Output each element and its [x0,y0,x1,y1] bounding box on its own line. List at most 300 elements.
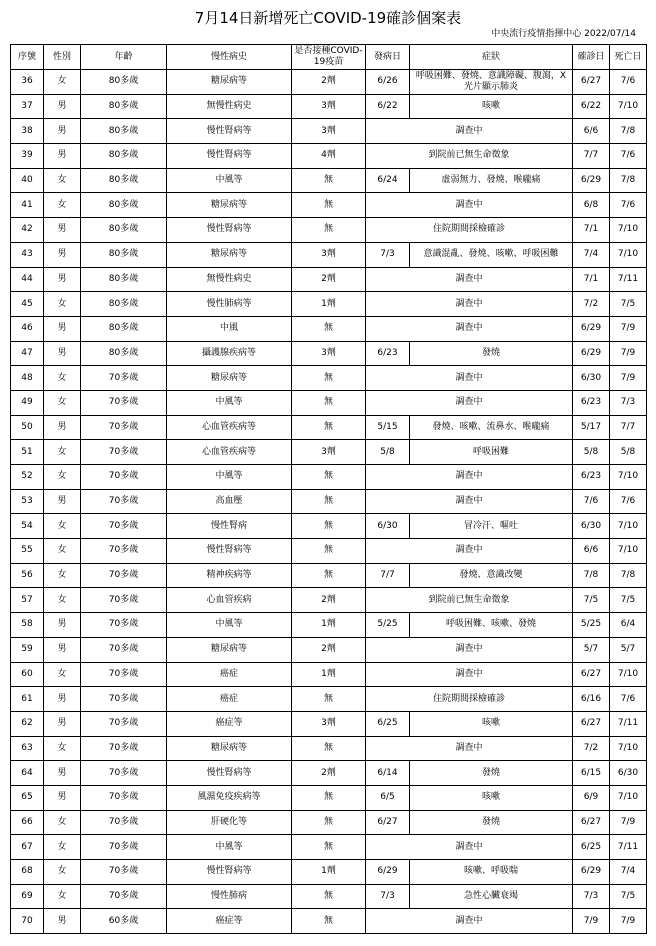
confirmed-date-cell: 6/27 [573,711,610,736]
serial-cell: 37 [11,94,44,119]
serial-cell: 42 [11,218,44,243]
symptoms-cell: 冒冷汗、嘔吐 [410,514,573,539]
table-row [11,736,647,761]
chronic-history-cell: 癌症 [167,687,292,712]
chronic-history-cell: 無慢性病史 [167,267,292,292]
sex-cell: 女 [44,835,81,860]
header-serial: 序號 [11,45,44,70]
symptoms-cell: 調查中 [366,736,573,761]
serial-cell: 36 [11,70,44,95]
vaccination-cell: 2劑 [292,637,366,662]
vaccination-cell: 無 [292,909,366,934]
chronic-history-cell: 中風 [167,316,292,341]
sex-cell: 男 [44,267,81,292]
table-row [11,785,647,810]
case-table [10,44,647,934]
symptoms-cell: 咳嗽 [410,94,573,119]
chronic-history-cell: 糖尿病等 [167,736,292,761]
vaccination-cell: 1劑 [292,613,366,638]
death-date-cell: 7/9 [610,810,647,835]
symptoms-cell: 呼吸困難、咳嗽、發燒 [410,613,573,638]
confirmed-date-cell: 6/30 [573,366,610,391]
serial-cell: 41 [11,193,44,218]
symptoms-cell: 調查中 [366,489,573,514]
serial-cell: 70 [11,909,44,934]
sex-cell: 女 [44,366,81,391]
serial-cell: 65 [11,785,44,810]
chronic-history-cell: 中風等 [167,613,292,638]
table-row [11,94,647,119]
table-row [11,316,647,341]
serial-cell: 61 [11,687,44,712]
table-row [11,835,647,860]
onset-date-cell: 7/3 [366,884,410,909]
sex-cell: 女 [44,70,81,95]
confirmed-date-cell: 6/29 [573,168,610,193]
symptoms-cell: 調查中 [366,539,573,564]
table-body [11,70,647,934]
onset-date-cell: 6/30 [366,514,410,539]
confirmed-date-cell: 6/22 [573,94,610,119]
confirmed-date-cell: 6/27 [573,810,610,835]
symptoms-cell: 發燒、咳嗽、流鼻水、喉嚨痛 [410,415,573,440]
death-date-cell: 7/10 [610,218,647,243]
chronic-history-cell: 心血管疾病 [167,588,292,613]
serial-cell: 56 [11,563,44,588]
table-row [11,662,647,687]
death-date-cell: 7/9 [610,366,647,391]
table-row [11,539,647,564]
chronic-history-cell: 中風等 [167,835,292,860]
confirmed-date-cell: 5/17 [573,415,610,440]
age-cell: 80多歲 [81,94,167,119]
sex-cell: 女 [44,168,81,193]
death-date-cell: 6/4 [610,613,647,638]
sex-cell: 男 [44,341,81,366]
serial-cell: 49 [11,390,44,415]
table-row [11,761,647,786]
header-onset-date: 發病日 [366,45,410,70]
confirmed-date-cell: 5/8 [573,440,610,465]
age-cell: 80多歲 [81,144,167,169]
symptoms-cell: 調查中 [366,637,573,662]
vaccination-cell: 無 [292,514,366,539]
sex-cell: 女 [44,662,81,687]
serial-cell: 40 [11,168,44,193]
serial-cell: 53 [11,489,44,514]
chronic-history-cell: 癌症等 [167,711,292,736]
age-cell: 80多歲 [81,341,167,366]
chronic-history-cell: 慢性腎病等 [167,860,292,885]
age-cell: 70多歲 [81,563,167,588]
symptoms-cell: 調查中 [366,909,573,934]
sex-cell: 女 [44,563,81,588]
header-sex: 性別 [44,45,81,70]
age-cell: 80多歲 [81,119,167,144]
confirmed-date-cell: 7/1 [573,218,610,243]
onset-date-cell: 6/29 [366,860,410,885]
sex-cell: 男 [44,415,81,440]
table-row [11,711,647,736]
death-date-cell: 7/8 [610,119,647,144]
confirmed-date-cell: 6/6 [573,119,610,144]
onset-date-cell: 7/7 [366,563,410,588]
confirmed-date-cell: 7/3 [573,884,610,909]
death-date-cell: 7/6 [610,193,647,218]
sex-cell: 男 [44,909,81,934]
vaccination-cell: 3劑 [292,440,366,465]
death-date-cell: 7/5 [610,588,647,613]
sex-cell: 男 [44,637,81,662]
age-cell: 70多歲 [81,588,167,613]
sex-cell: 女 [44,514,81,539]
serial-cell: 39 [11,144,44,169]
vaccination-cell: 無 [292,316,366,341]
chronic-history-cell: 糖尿病等 [167,242,292,267]
page-title: 7月14日新增死亡COVID-19確診個案表 [194,9,462,27]
vaccination-cell: 無 [292,810,366,835]
serial-cell: 45 [11,292,44,317]
sex-cell: 男 [44,94,81,119]
table-row [11,242,647,267]
vaccination-cell: 無 [292,366,366,391]
chronic-history-cell: 心血管疾病等 [167,415,292,440]
chronic-history-cell: 高血壓 [167,489,292,514]
sex-cell: 男 [44,242,81,267]
symptoms-cell: 急性心臟衰竭 [410,884,573,909]
age-cell: 80多歲 [81,218,167,243]
table-row [11,637,647,662]
serial-cell: 67 [11,835,44,860]
onset-date-cell: 6/25 [366,711,410,736]
age-cell: 70多歲 [81,761,167,786]
table-row [11,218,647,243]
vaccination-cell: 1劑 [292,292,366,317]
sex-cell: 男 [44,761,81,786]
death-date-cell: 7/9 [610,909,647,934]
symptoms-cell: 調查中 [366,390,573,415]
chronic-history-cell: 慢性腎病 [167,514,292,539]
table-row [11,292,647,317]
chronic-history-cell: 慢性腎病等 [167,144,292,169]
symptoms-cell: 調查中 [366,316,573,341]
serial-cell: 43 [11,242,44,267]
age-cell: 80多歲 [81,242,167,267]
confirmed-date-cell: 7/6 [573,489,610,514]
symptoms-cell: 調查中 [366,119,573,144]
serial-cell: 60 [11,662,44,687]
chronic-history-cell: 糖尿病等 [167,637,292,662]
serial-cell: 62 [11,711,44,736]
vaccination-cell: 無 [292,687,366,712]
confirmed-date-cell: 6/8 [573,193,610,218]
onset-date-cell: 6/24 [366,168,410,193]
death-date-cell: 7/10 [610,242,647,267]
sex-cell: 男 [44,119,81,144]
death-date-cell: 7/9 [610,316,647,341]
symptoms-cell: 到院前已無生命徵象 [366,144,573,169]
confirmed-date-cell: 5/25 [573,613,610,638]
age-cell: 70多歲 [81,514,167,539]
confirmed-date-cell: 7/5 [573,588,610,613]
vaccination-cell: 無 [292,390,366,415]
symptoms-cell: 發燒 [410,761,573,786]
header-chronic-history: 慢性病史 [167,45,292,70]
death-date-cell: 7/4 [610,860,647,885]
age-cell: 80多歲 [81,292,167,317]
confirmed-date-cell: 6/25 [573,835,610,860]
sex-cell: 女 [44,860,81,885]
symptoms-cell: 調查中 [366,835,573,860]
sex-cell: 女 [44,588,81,613]
confirmed-date-cell: 6/29 [573,860,610,885]
confirmed-date-cell: 5/7 [573,637,610,662]
table-header-row [11,45,647,70]
age-cell: 80多歲 [81,70,167,95]
chronic-history-cell: 癌症 [167,662,292,687]
death-date-cell: 7/10 [610,785,647,810]
symptoms-cell: 發燒、意識改變 [410,563,573,588]
chronic-history-cell: 中風等 [167,168,292,193]
table-row [11,884,647,909]
table-row [11,687,647,712]
sex-cell: 女 [44,292,81,317]
age-cell: 80多歲 [81,193,167,218]
symptoms-cell: 意識混亂、發燒、咳嗽、呼吸困難 [410,242,573,267]
age-cell: 80多歲 [81,316,167,341]
chronic-history-cell: 慢性腎病等 [167,119,292,144]
death-date-cell: 7/9 [610,341,647,366]
age-cell: 70多歲 [81,810,167,835]
symptoms-cell: 發燒 [410,341,573,366]
age-cell: 70多歲 [81,835,167,860]
chronic-history-cell: 精神疾病等 [167,563,292,588]
death-date-cell: 5/8 [610,440,647,465]
sex-cell: 女 [44,465,81,490]
chronic-history-cell: 糖尿病等 [167,193,292,218]
death-date-cell: 7/6 [610,144,647,169]
confirmed-date-cell: 6/16 [573,687,610,712]
chronic-history-cell: 無慢性病史 [167,94,292,119]
sex-cell: 男 [44,316,81,341]
death-date-cell: 5/7 [610,637,647,662]
death-date-cell: 7/8 [610,168,647,193]
confirmed-date-cell: 7/2 [573,292,610,317]
age-cell: 70多歲 [81,539,167,564]
table-row [11,860,647,885]
sex-cell: 女 [44,390,81,415]
onset-date-cell: 6/26 [366,70,410,95]
vaccination-cell: 無 [292,218,366,243]
onset-date-cell: 6/5 [366,785,410,810]
chronic-history-cell: 心血管疾病等 [167,440,292,465]
death-date-cell: 7/10 [610,539,647,564]
death-date-cell: 7/7 [610,415,647,440]
death-date-cell: 7/10 [610,514,647,539]
table-row [11,366,647,391]
serial-cell: 38 [11,119,44,144]
confirmed-date-cell: 7/9 [573,909,610,934]
age-cell: 70多歲 [81,390,167,415]
table-row [11,810,647,835]
symptoms-cell: 發燒 [410,810,573,835]
age-cell: 70多歲 [81,489,167,514]
death-date-cell: 7/10 [610,465,647,490]
sex-cell: 男 [44,785,81,810]
onset-date-cell: 5/8 [366,440,410,465]
vaccination-cell: 2劑 [292,267,366,292]
sex-cell: 男 [44,144,81,169]
symptoms-cell: 調查中 [366,366,573,391]
confirmed-date-cell: 6/27 [573,662,610,687]
age-cell: 70多歲 [81,711,167,736]
chronic-history-cell: 慢性腎病等 [167,761,292,786]
header-confirmed-date: 確診日 [573,45,610,70]
death-date-cell: 7/8 [610,563,647,588]
header-death-date: 死亡日 [610,45,647,70]
sex-cell: 女 [44,736,81,761]
age-cell: 70多歲 [81,613,167,638]
age-cell: 70多歲 [81,465,167,490]
table-row [11,489,647,514]
age-cell: 80多歲 [81,267,167,292]
serial-cell: 52 [11,465,44,490]
vaccination-cell: 無 [292,884,366,909]
symptoms-cell: 咳嗽 [410,785,573,810]
serial-cell: 64 [11,761,44,786]
vaccination-cell: 無 [292,168,366,193]
sex-cell: 女 [44,539,81,564]
vaccination-cell: 無 [292,736,366,761]
table-row [11,168,647,193]
source-note: 中央流行疫情指揮中心 2022/07/14 [491,29,636,39]
age-cell: 80多歲 [81,168,167,193]
onset-date-cell: 5/25 [366,613,410,638]
vaccination-cell: 4劑 [292,144,366,169]
death-date-cell: 7/6 [610,489,647,514]
table-row [11,588,647,613]
age-cell: 70多歲 [81,687,167,712]
death-date-cell: 7/10 [610,736,647,761]
age-cell: 70多歲 [81,785,167,810]
sex-cell: 男 [44,218,81,243]
confirmed-date-cell: 6/23 [573,465,610,490]
onset-date-cell: 7/3 [366,242,410,267]
confirmed-date-cell: 7/4 [573,242,610,267]
sex-cell: 男 [44,613,81,638]
table-row [11,193,647,218]
death-date-cell: 7/10 [610,662,647,687]
serial-cell: 68 [11,860,44,885]
header-vaccination: 是否接種COVID-19疫苗 [292,45,366,70]
sex-cell: 男 [44,687,81,712]
age-cell: 70多歲 [81,884,167,909]
age-cell: 70多歲 [81,440,167,465]
table-row [11,613,647,638]
confirmed-date-cell: 6/23 [573,390,610,415]
chronic-history-cell: 慢性肺病 [167,884,292,909]
onset-date-cell: 6/23 [366,341,410,366]
confirmed-date-cell: 7/8 [573,563,610,588]
death-date-cell: 7/11 [610,267,647,292]
table-row [11,440,647,465]
vaccination-cell: 無 [292,563,366,588]
table-row [11,909,647,934]
vaccination-cell: 1劑 [292,662,366,687]
death-date-cell: 7/3 [610,390,647,415]
confirmed-date-cell: 6/29 [573,316,610,341]
table-row [11,341,647,366]
chronic-history-cell: 中風等 [167,465,292,490]
serial-cell: 51 [11,440,44,465]
header-symptoms: 症狀 [410,45,573,70]
symptoms-cell: 調查中 [366,292,573,317]
vaccination-cell: 3劑 [292,94,366,119]
sex-cell: 男 [44,489,81,514]
sex-cell: 女 [44,884,81,909]
chronic-history-cell: 肝硬化等 [167,810,292,835]
table-row [11,563,647,588]
onset-date-cell: 5/15 [366,415,410,440]
serial-cell: 69 [11,884,44,909]
vaccination-cell: 2劑 [292,588,366,613]
confirmed-date-cell: 7/7 [573,144,610,169]
serial-cell: 47 [11,341,44,366]
table-row [11,390,647,415]
sex-cell: 女 [44,810,81,835]
symptoms-cell: 到院前已無生命徵象 [366,588,573,613]
serial-cell: 44 [11,267,44,292]
serial-cell: 50 [11,415,44,440]
age-cell: 70多歲 [81,366,167,391]
onset-date-cell: 6/14 [366,761,410,786]
confirmed-date-cell: 7/1 [573,267,610,292]
onset-date-cell: 6/22 [366,94,410,119]
age-cell: 70多歲 [81,415,167,440]
death-date-cell: 7/5 [610,884,647,909]
serial-cell: 58 [11,613,44,638]
chronic-history-cell: 慢性腎病等 [167,218,292,243]
vaccination-cell: 無 [292,539,366,564]
age-cell: 70多歲 [81,736,167,761]
death-date-cell: 7/5 [610,292,647,317]
serial-cell: 63 [11,736,44,761]
vaccination-cell: 無 [292,489,366,514]
table-row [11,465,647,490]
age-cell: 70多歲 [81,860,167,885]
chronic-history-cell: 慢性腎病等 [167,539,292,564]
chronic-history-cell: 糖尿病等 [167,366,292,391]
confirmed-date-cell: 6/15 [573,761,610,786]
symptoms-cell: 咳嗽 [410,711,573,736]
onset-date-cell: 6/27 [366,810,410,835]
vaccination-cell: 無 [292,465,366,490]
symptoms-cell: 呼吸困難、發燒、意識障礙、腹瀉，X光片顯示肺炎 [410,70,573,95]
table-row [11,267,647,292]
serial-cell: 46 [11,316,44,341]
age-cell: 60多歲 [81,909,167,934]
symptoms-cell: 虛弱無力、發燒、喉嚨痛 [410,168,573,193]
symptoms-cell: 呼吸困難 [410,440,573,465]
vaccination-cell: 3劑 [292,242,366,267]
vaccination-cell: 無 [292,785,366,810]
confirmed-date-cell: 6/27 [573,70,610,95]
symptoms-cell: 調查中 [366,465,573,490]
death-date-cell: 7/6 [610,70,647,95]
serial-cell: 48 [11,366,44,391]
confirmed-date-cell: 6/29 [573,341,610,366]
symptoms-cell: 住院期間採檢確診 [366,687,573,712]
